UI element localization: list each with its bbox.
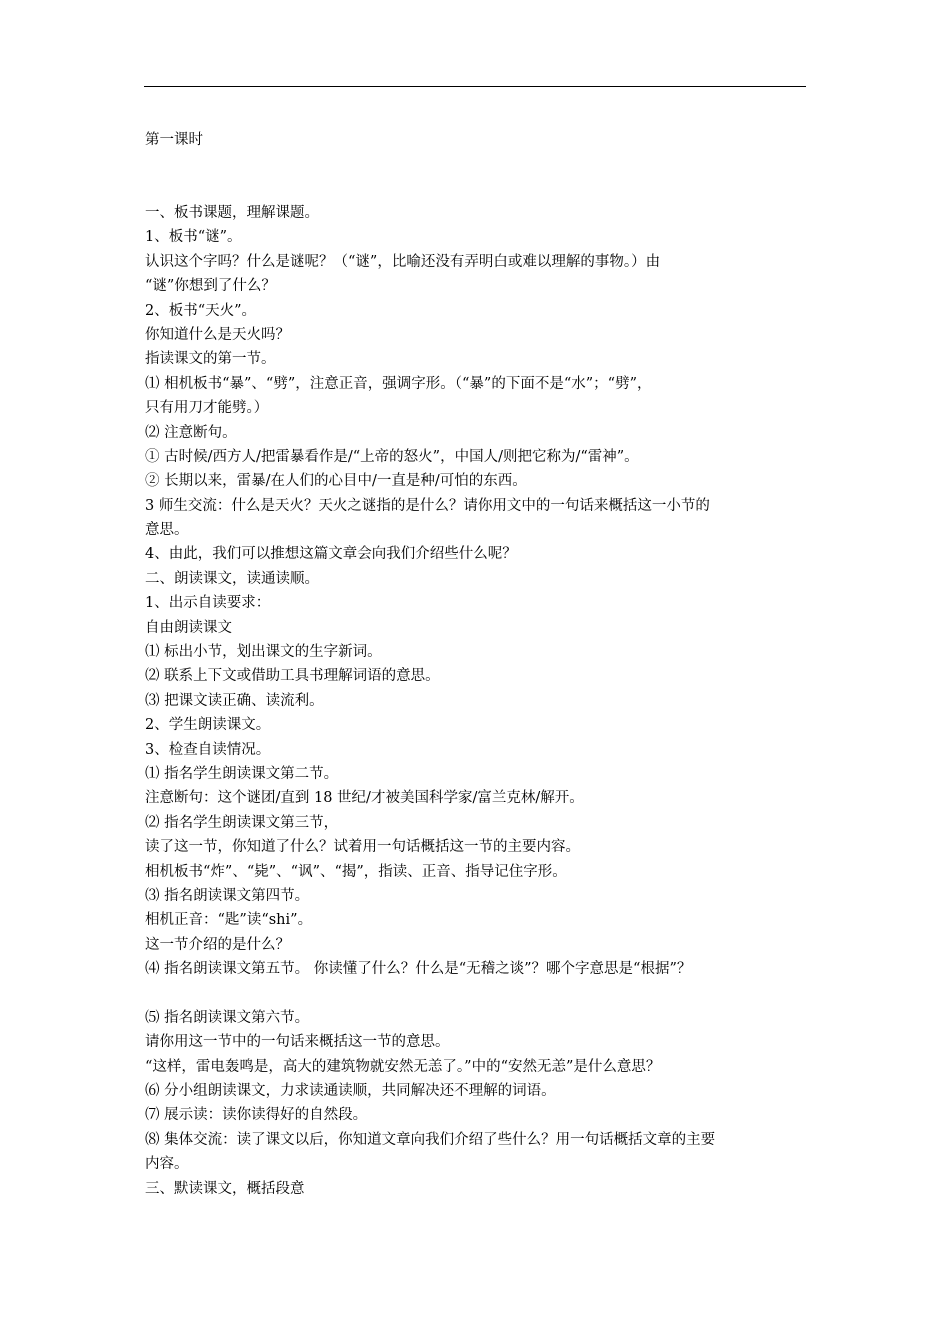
body-line: ⑶ 指名朗读课文第四节。 — [145, 887, 310, 904]
body-line: 相机板书“炸”、“毙”、“讽”、“揭”，指读、正音、指导记住字形。 — [145, 863, 567, 880]
body-line: ⑵ 指名学生朗读课文第三节， — [145, 814, 339, 831]
body-line: 3、检查自读情况。 — [145, 741, 271, 758]
body-line: 2、板书“天火”。 — [145, 302, 257, 319]
body-line: 读了这一节，你知道了什么？试着用一句话概括这一节的主要内容。 — [145, 839, 580, 856]
body-line: 1、出示自读要求： — [145, 595, 271, 612]
body-line: 1、板书“谜”。 — [145, 229, 242, 246]
body-line: 4、由此，我们可以推想这篇文章会向我们介绍些什么呢？ — [145, 546, 517, 563]
body-line: 3 师生交流：什么是天火？天火之谜指的是什么？请你用文中的一句话来概括这一小节的 — [145, 497, 710, 514]
body-line: 请你用这一节中的一句话来概括这一节的意思。 — [145, 1034, 450, 1051]
body-line: ⑵ 联系上下文或借助工具书理解词语的意思。 — [145, 668, 440, 685]
body-line: ⑹ 分小组朗读课文，力求读通读顺，共同解决还不理解的词语。 — [145, 1083, 556, 1100]
body-line: 相机正音：“匙”读“shi”。 — [145, 912, 313, 929]
body-line: 内容。 — [145, 1156, 189, 1173]
body-line: 这一节介绍的是什么？ — [145, 936, 290, 953]
body-line: ⑴ 指名学生朗读课文第二节。 — [145, 765, 339, 782]
body-line: 意思。 — [145, 522, 189, 539]
body-line: ⑺ 展示读：读你读得好的自然段。 — [145, 1107, 368, 1124]
body-line: ⑻ 集体交流：读了课文以后，你知道文章向我们介绍了些什么？用一句话概括文章的主要 — [145, 1131, 716, 1148]
body-line: 注意断句：这个谜团/直到 18 世纪/才被美国科学家/富兰克林/解开。 — [145, 790, 584, 807]
body-line: 认识这个字吗？什么是谜呢？（“谜”，比喻还没有弄明白或难以理解的事物。）由 — [145, 253, 661, 270]
body-line: ⑴ 相机板书“暴”、“劈”，注意正音，强调字形。（“暴”的下面不是“水”；“劈”， — [145, 375, 652, 392]
body-line: 只有用刀才能劈。） — [145, 400, 269, 417]
body-line: ⑸ 指名朗读课文第六节。 — [145, 1009, 310, 1026]
blank-line — [145, 982, 815, 1006]
body-line: ⑶ 把课文读正确、读流利。 — [145, 692, 324, 709]
body-line: 三、默读课文，概括段意 — [145, 1180, 305, 1197]
lesson-body — [145, 201, 815, 1201]
body-line: ⑷ 指名朗读课文第五节。 你读懂了什么？什么是“无稽之谈”？哪个字意思是“根据”？ — [145, 961, 692, 978]
body-line: ⑴ 标出小节，划出课文的生字新词。 — [145, 644, 382, 661]
body-line: “谜”你想到了什么？ — [145, 278, 276, 295]
body-line: 二、朗读课文，读通读顺。 — [145, 570, 319, 587]
body-line: 2、学生朗读课文。 — [145, 717, 271, 734]
body-line: ② 长期以来，雷暴/在人们的心目中/一直是种/可怕的东西。 — [145, 473, 527, 490]
body-line: 一、板书课题，理解课题。 — [145, 205, 319, 221]
body-line: ⑵ 注意断句。 — [145, 424, 237, 441]
body-line: 你知道什么是天火吗？ — [145, 326, 290, 343]
body-line: “这样，雷电轰鸣是，高大的建筑物就安然无恙了。”中的“安然无恙”是什么意思？ — [145, 1058, 661, 1075]
header-rule — [144, 86, 806, 87]
body-line: 自由朗读课文 — [145, 619, 232, 636]
lesson-title: 第一课时 — [145, 132, 203, 148]
body-line: 指读课文的第一节。 — [145, 351, 276, 368]
body-line: ① 古时候/西方人/把雷暴看作是/“上帝的怒火”，中国人/则把它称为/“雷神”。 — [145, 448, 639, 465]
